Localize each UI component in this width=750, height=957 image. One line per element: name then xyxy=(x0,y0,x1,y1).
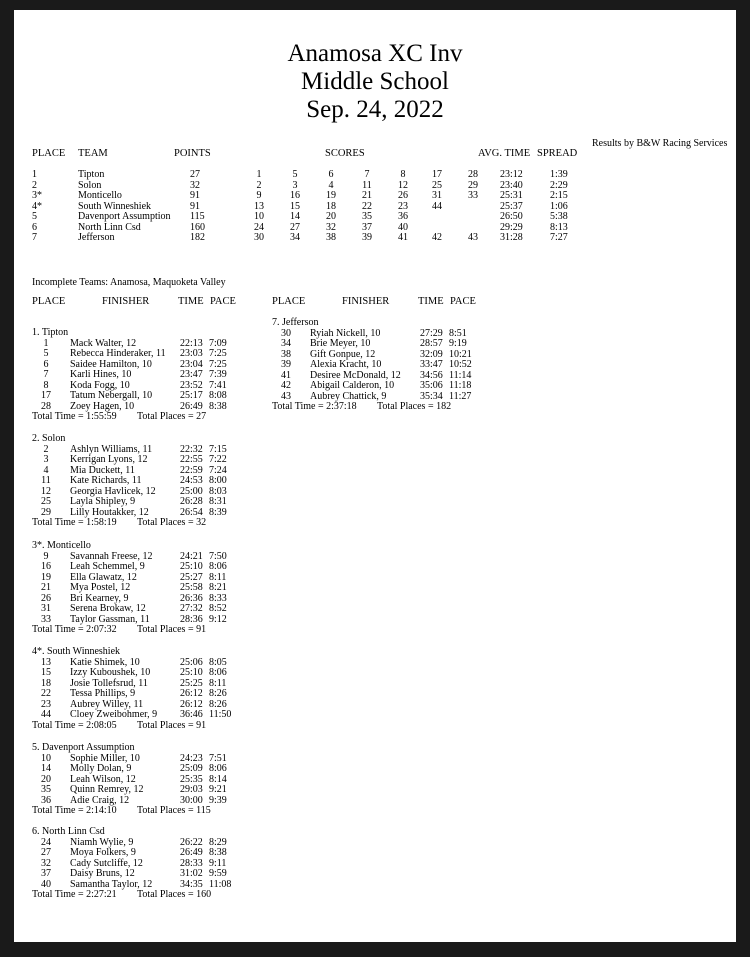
finisher-place: 30 xyxy=(281,327,291,339)
finisher-place: 41 xyxy=(281,369,291,381)
team-row-score: 40 xyxy=(398,221,408,233)
finisher-time: 25:10 xyxy=(180,561,203,572)
team-total-time: Total Time = 1:58:19 xyxy=(32,517,117,528)
finisher-time: 28:57 xyxy=(420,338,443,349)
team-row-avg-time: 26:50 xyxy=(500,211,523,222)
finisher-time: 23:03 xyxy=(180,348,203,359)
team-row-score: 26 xyxy=(398,190,408,201)
team-row-spread: 2:29 xyxy=(550,179,568,191)
finisher-name: Lilly Houtakker, 12 xyxy=(70,506,149,518)
finisher-time: 25:00 xyxy=(180,485,203,497)
team-block-title: 1. Tipton xyxy=(32,327,69,338)
team-row-name: Davenport Assumption xyxy=(78,211,171,222)
team-total-time: Total Time = 2:07:32 xyxy=(32,624,117,635)
finisher-place: 23 xyxy=(41,698,51,710)
finisher-name: Leah Wilson, 12 xyxy=(70,773,136,785)
finisher-pace: 8:08 xyxy=(209,390,227,401)
finisher-time: 31:02 xyxy=(180,868,203,879)
finisher-pace: 8:03 xyxy=(209,485,227,497)
finisher-pace: 7:50 xyxy=(209,550,227,562)
finisher-name: Izzy Kuboushek, 10 xyxy=(70,667,151,678)
finisher-place: 21 xyxy=(41,582,51,593)
team-row-spread: 5:38 xyxy=(550,211,568,222)
team-row-score: 23 xyxy=(398,200,408,212)
team-row-score: 16 xyxy=(290,190,300,201)
finisher-name: Niamh Wylie, 9 xyxy=(70,836,134,848)
finisher-time: 32:09 xyxy=(420,348,443,360)
finisher-header-time-right: TIME xyxy=(418,296,444,307)
finisher-place: 44 xyxy=(41,709,51,720)
finisher-pace: 7:22 xyxy=(209,454,227,465)
finisher-place: 42 xyxy=(281,380,291,391)
team-block-title: 3*. Monticello xyxy=(32,540,91,551)
team-row-avg-time: 25:37 xyxy=(500,200,523,212)
finisher-name: Ella Glawatz, 12 xyxy=(70,571,137,583)
team-block-title: 4*. South Winneshiek xyxy=(32,646,121,657)
finisher-time: 26:12 xyxy=(180,688,203,699)
finisher-place: 15 xyxy=(41,667,51,678)
team-row-score: 20 xyxy=(326,211,336,222)
team-row-score: 5 xyxy=(292,169,298,180)
finisher-pace: 7:24 xyxy=(209,464,227,476)
meet-date: Sep. 24, 2022 xyxy=(306,96,444,123)
finisher-pace: 8:00 xyxy=(209,475,227,486)
finisher-time: 22:59 xyxy=(180,464,203,476)
finisher-time: 25:27 xyxy=(180,571,203,583)
finisher-place: 11 xyxy=(41,475,51,486)
finisher-place: 25 xyxy=(41,496,51,507)
finisher-pace: 8:31 xyxy=(209,496,227,507)
team-row-score: 19 xyxy=(326,190,336,201)
finisher-pace: 8:29 xyxy=(209,836,227,848)
team-row-place: 7 xyxy=(32,232,37,243)
finisher-pace: 7:25 xyxy=(209,348,227,359)
finisher-pace: 8:39 xyxy=(209,506,227,518)
team-row-name: South Winneshiek xyxy=(78,200,152,212)
finisher-name: Tessa Phillips, 9 xyxy=(70,688,136,699)
finisher-name: Layla Shipley, 9 xyxy=(70,496,136,507)
team-row-avg-time: 23:12 xyxy=(500,169,523,180)
finisher-header-finisher-right: FINISHER xyxy=(342,296,390,307)
team-row-score: 24 xyxy=(254,221,264,233)
finisher-name: Koda Fogg, 10 xyxy=(70,379,130,391)
finisher-place: 18 xyxy=(41,677,51,689)
team-row-place: 5 xyxy=(32,211,37,222)
finisher-place: 28 xyxy=(41,400,51,412)
finisher-name: Ashlyn Williams, 11 xyxy=(70,443,153,455)
finisher-place: 35 xyxy=(41,784,51,795)
finisher-pace: 11:14 xyxy=(449,369,472,381)
finisher-name: Cady Sutcliffe, 12 xyxy=(70,857,143,869)
team-row-points: 91 xyxy=(190,190,200,201)
finisher-time: 22:13 xyxy=(180,337,203,349)
finisher-place: 3 xyxy=(43,454,49,465)
team-block-title: 2. Solon xyxy=(32,433,66,444)
finisher-name: Josie Tollefsrud, 11 xyxy=(70,677,148,689)
finisher-pace: 9:19 xyxy=(449,338,467,349)
team-row-score: 27 xyxy=(290,221,300,233)
team-row-points: 91 xyxy=(190,200,200,212)
team-row-points: 27 xyxy=(190,169,200,180)
finisher-header-pace-right: PACE xyxy=(450,296,476,307)
team-row-score: 11 xyxy=(362,179,372,191)
finisher-time: 28:33 xyxy=(180,857,203,869)
finisher-pace: 9:59 xyxy=(209,868,227,879)
finisher-time: 35:34 xyxy=(420,390,443,402)
finisher-time: 33:47 xyxy=(420,359,443,370)
finisher-time: 26:54 xyxy=(180,506,203,518)
finisher-time: 24:21 xyxy=(180,550,203,562)
team-total-places: Total Places = 91 xyxy=(137,719,207,731)
finisher-name: Desiree McDonald, 12 xyxy=(310,369,401,381)
team-row-score: 34 xyxy=(290,232,300,243)
finisher-place: 32 xyxy=(41,857,51,869)
col-header-spread: SPREAD xyxy=(537,148,578,159)
finisher-time: 26:49 xyxy=(180,400,203,412)
finisher-name: Alexia Kracht, 10 xyxy=(310,359,382,370)
finisher-place: 13 xyxy=(41,656,51,668)
finisher-place: 40 xyxy=(41,878,51,890)
team-row-score: 29 xyxy=(468,179,478,191)
team-row-score: 17 xyxy=(432,169,442,180)
finisher-place: 39 xyxy=(281,359,291,370)
team-row-score: 41 xyxy=(398,232,408,243)
finisher-name: Mya Postel, 12 xyxy=(70,582,131,593)
finisher-time: 26:49 xyxy=(180,847,203,858)
team-row-score: 37 xyxy=(362,221,372,233)
team-row-score: 22 xyxy=(362,200,372,212)
finisher-place: 9 xyxy=(43,550,49,562)
finisher-name: Savannah Freese, 12 xyxy=(70,550,153,562)
finisher-time: 25:06 xyxy=(180,656,203,668)
team-block-title: 5. Davenport Assumption xyxy=(32,742,135,753)
finisher-name: Bri Kearney, 9 xyxy=(70,592,129,604)
team-row-score: 43 xyxy=(468,232,478,243)
finisher-pace: 8:05 xyxy=(209,656,227,668)
team-row-score: 33 xyxy=(468,190,478,201)
team-total-time: Total Time = 2:27:21 xyxy=(32,889,117,900)
finisher-place: 14 xyxy=(41,763,51,774)
team-row-name: Solon xyxy=(78,179,102,191)
finisher-header-pace-left: PACE xyxy=(210,296,236,307)
finisher-pace: 8:52 xyxy=(209,603,227,614)
finisher-name: Mack Walter, 12 xyxy=(70,337,137,349)
finisher-time: 23:04 xyxy=(180,358,203,370)
finisher-time: 34:56 xyxy=(420,369,443,381)
incomplete-teams-note: Incomplete Teams: Anamosa, Maquoketa Valley xyxy=(32,277,226,288)
finisher-name: Tatum Nebergall, 10 xyxy=(70,390,153,401)
team-row-score: 13 xyxy=(254,200,264,212)
finisher-header-finisher-left: FINISHER xyxy=(102,296,150,307)
finisher-name: Samantha Taylor, 12 xyxy=(70,878,153,890)
finisher-pace: 7:15 xyxy=(209,443,227,455)
team-total-places: Total Places = 32 xyxy=(137,517,207,528)
finisher-pace: 11:50 xyxy=(209,709,232,720)
finisher-pace: 8:21 xyxy=(209,582,227,593)
finisher-place: 17 xyxy=(41,390,51,401)
finisher-place: 33 xyxy=(41,613,51,625)
finisher-place: 31 xyxy=(41,603,51,614)
team-row-place: 3* xyxy=(32,190,42,201)
team-block-title: 6. North Linn Csd xyxy=(32,826,105,837)
team-row-score: 4 xyxy=(328,179,334,191)
team-row-score: 6 xyxy=(328,169,334,180)
finisher-name: Cloey Zweibohmer, 9 xyxy=(70,709,158,720)
team-row-score: 36 xyxy=(398,211,408,222)
finisher-time: 23:47 xyxy=(180,369,203,380)
finisher-pace: 11:27 xyxy=(449,390,472,402)
finisher-place: 16 xyxy=(41,561,51,572)
team-row-name: Jefferson xyxy=(78,232,115,243)
team-row-score: 1 xyxy=(256,169,262,180)
team-total-time: Total Time = 2:08:05 xyxy=(32,719,117,731)
team-row-avg-time: 31:28 xyxy=(500,232,523,243)
col-header-avg-time: AVG. TIME xyxy=(478,148,531,159)
finisher-time: 25:09 xyxy=(180,763,203,774)
meet-title-line-2: Middle School xyxy=(301,68,449,95)
team-row-score: 10 xyxy=(254,211,264,222)
finisher-place: 36 xyxy=(41,794,51,806)
team-row-name: Monticello xyxy=(78,190,122,201)
team-row-avg-time: 29:29 xyxy=(500,221,523,233)
team-row-spread: 1:39 xyxy=(550,169,568,180)
finisher-header-place-left: PLACE xyxy=(32,296,66,307)
team-row-score: 9 xyxy=(256,190,262,201)
finisher-time: 25:17 xyxy=(180,390,203,401)
finisher-time: 36:46 xyxy=(180,709,203,720)
finisher-place: 12 xyxy=(41,485,51,497)
team-row-avg-time: 25:31 xyxy=(500,190,523,201)
finisher-pace: 7:25 xyxy=(209,358,227,370)
finisher-place: 5 xyxy=(43,348,49,359)
col-header-scores: SCORES xyxy=(325,148,365,159)
finisher-place: 34 xyxy=(281,338,291,349)
finisher-name: Brie Meyer, 10 xyxy=(310,338,371,349)
finisher-pace: 8:38 xyxy=(209,847,227,858)
finisher-time: 25:25 xyxy=(180,677,203,689)
team-row-score: 38 xyxy=(326,232,336,243)
results-credit: Results by B&W Racing Services xyxy=(592,138,728,149)
team-total-time: Total Time = 2:14:10 xyxy=(32,805,117,816)
finisher-time: 25:58 xyxy=(180,582,203,593)
finisher-name: Leah Schemmel, 9 xyxy=(70,561,145,572)
finisher-time: 26:12 xyxy=(180,698,203,710)
finisher-time: 26:28 xyxy=(180,496,203,507)
team-block-title: 7. Jefferson xyxy=(272,317,319,328)
finisher-time: 25:10 xyxy=(180,667,203,678)
team-row-spread: 1:06 xyxy=(550,200,568,212)
team-row-spread: 7:27 xyxy=(550,232,568,243)
finisher-name: Kate Richards, 11 xyxy=(70,475,142,486)
team-row-name: Tipton xyxy=(78,169,105,180)
finisher-name: Zoey Hagen, 10 xyxy=(70,400,135,412)
finisher-place: 26 xyxy=(41,592,51,604)
team-row-score: 8 xyxy=(400,169,406,180)
finisher-pace: 11:18 xyxy=(449,380,472,391)
finisher-name: Rebecca Hinderaker, 11 xyxy=(70,348,166,359)
finisher-time: 35:06 xyxy=(420,380,443,391)
team-total-time: Total Time = 1:55:59 xyxy=(32,411,117,422)
col-header-team: TEAM xyxy=(78,148,108,159)
team-row-score: 7 xyxy=(364,169,370,180)
finisher-time: 25:35 xyxy=(180,773,203,785)
team-row-score: 18 xyxy=(326,200,336,212)
finisher-place: 7 xyxy=(43,369,49,380)
finisher-pace: 8:33 xyxy=(209,592,227,604)
team-row-score: 30 xyxy=(254,232,264,243)
finisher-name: Katie Shimek, 10 xyxy=(70,656,140,668)
team-row-score: 39 xyxy=(362,232,372,243)
team-row-score: 32 xyxy=(326,221,336,233)
team-row-score: 2 xyxy=(256,179,262,191)
team-row-spread: 8:13 xyxy=(550,221,568,233)
finisher-time: 29:03 xyxy=(180,784,203,795)
team-total-places: Total Places = 182 xyxy=(377,401,452,412)
finisher-pace: 9:21 xyxy=(209,784,227,795)
finisher-place: 6 xyxy=(43,358,49,370)
finisher-time: 26:36 xyxy=(180,592,203,604)
finisher-name: Kerrigan Lyons, 12 xyxy=(70,454,148,465)
finisher-place: 1 xyxy=(43,337,49,349)
finisher-place: 8 xyxy=(43,379,49,391)
finisher-name: Molly Dolan, 9 xyxy=(70,763,132,774)
team-row-score: 15 xyxy=(290,200,300,212)
finisher-time: 28:36 xyxy=(180,613,203,625)
finisher-time: 26:22 xyxy=(180,836,203,848)
team-row-score: 12 xyxy=(398,179,408,191)
finisher-pace: 7:09 xyxy=(209,337,227,349)
finisher-time: 27:32 xyxy=(180,603,203,614)
finisher-time: 24:53 xyxy=(180,475,203,486)
finisher-name: Saidee Hamilton, 10 xyxy=(70,358,152,370)
finisher-pace: 8:51 xyxy=(449,327,467,339)
finisher-time: 34:35 xyxy=(180,878,203,890)
finisher-place: 20 xyxy=(41,773,51,785)
finisher-pace: 9:11 xyxy=(209,857,227,869)
finisher-name: Daisy Bruns, 12 xyxy=(70,868,135,879)
team-row-place: 4* xyxy=(32,200,42,212)
finisher-name: Moya Folkers, 9 xyxy=(70,847,136,858)
team-total-places: Total Places = 91 xyxy=(137,624,207,635)
finisher-pace: 10:52 xyxy=(449,359,472,370)
finisher-place: 10 xyxy=(41,752,51,764)
finisher-header-place-right: PLACE xyxy=(272,296,306,307)
finisher-name: Aubrey Willey, 11 xyxy=(70,698,144,710)
team-total-time: Total Time = 2:37:18 xyxy=(272,401,357,412)
finisher-place: 2 xyxy=(43,443,49,455)
finisher-place: 37 xyxy=(41,868,51,879)
finisher-name: Adie Craig, 12 xyxy=(70,794,130,806)
finisher-pace: 7:41 xyxy=(209,379,227,391)
finisher-time: 27:29 xyxy=(420,327,443,339)
team-row-score: 44 xyxy=(432,200,442,212)
finisher-name: Mia Duckett, 11 xyxy=(70,464,135,476)
finisher-pace: 8:14 xyxy=(209,773,227,785)
team-row-score: 31 xyxy=(432,190,442,201)
team-total-places: Total Places = 160 xyxy=(137,889,212,900)
finisher-place: 24 xyxy=(41,836,51,848)
finisher-pace: 8:11 xyxy=(209,677,227,689)
meet-title-line-1: Anamosa XC Inv xyxy=(287,40,463,67)
team-row-score: 3 xyxy=(292,179,298,191)
finisher-pace: 8:11 xyxy=(209,571,227,583)
finisher-pace: 9:39 xyxy=(209,794,227,806)
team-row-spread: 2:15 xyxy=(550,190,568,201)
finisher-name: Ryiah Nickell, 10 xyxy=(310,327,381,339)
finisher-pace: 8:06 xyxy=(209,763,227,774)
team-row-points: 182 xyxy=(190,232,205,243)
finisher-name: Sophie Miller, 10 xyxy=(70,752,140,764)
finisher-time: 30:00 xyxy=(180,794,203,806)
finisher-name: Aubrey Chattick, 9 xyxy=(310,390,387,402)
finisher-pace: 8:06 xyxy=(209,667,227,678)
team-row-name: North Linn Csd xyxy=(78,221,141,233)
finisher-header-time-left: TIME xyxy=(178,296,204,307)
finisher-place: 38 xyxy=(281,348,291,360)
team-total-places: Total Places = 115 xyxy=(137,805,211,816)
finisher-pace: 9:12 xyxy=(209,613,227,625)
team-row-place: 6 xyxy=(32,221,37,233)
team-row-score: 14 xyxy=(290,211,300,222)
finisher-name: Gift Gonpue, 12 xyxy=(310,348,376,360)
col-header-place: PLACE xyxy=(32,148,66,159)
team-row-score: 21 xyxy=(362,190,372,201)
finisher-place: 27 xyxy=(41,847,51,858)
finisher-pace: 7:51 xyxy=(209,752,227,764)
team-total-places: Total Places = 27 xyxy=(137,411,207,422)
finisher-place: 4 xyxy=(43,464,49,476)
finisher-time: 23:52 xyxy=(180,379,203,391)
finisher-pace: 8:38 xyxy=(209,400,227,412)
finisher-place: 22 xyxy=(41,688,51,699)
team-row-score: 35 xyxy=(362,211,372,222)
finisher-place: 29 xyxy=(41,506,51,518)
finisher-name: Georgia Havlicek, 12 xyxy=(70,485,156,497)
finisher-name: Taylor Gassman, 11 xyxy=(70,613,150,625)
team-row-score: 25 xyxy=(432,179,442,191)
team-row-points: 32 xyxy=(190,179,200,191)
finisher-time: 22:55 xyxy=(180,454,203,465)
team-row-points: 115 xyxy=(190,211,205,222)
finisher-pace: 8:06 xyxy=(209,561,227,572)
team-row-place: 1 xyxy=(32,169,37,180)
finisher-name: Karli Hines, 10 xyxy=(70,369,132,380)
finisher-pace: 11:08 xyxy=(209,878,232,890)
col-header-points: POINTS xyxy=(174,148,211,159)
team-row-score: 42 xyxy=(432,232,442,243)
team-row-score: 28 xyxy=(468,169,478,180)
finisher-time: 22:32 xyxy=(180,443,203,455)
team-row-avg-time: 23:40 xyxy=(500,179,523,191)
team-row-points: 160 xyxy=(190,221,205,233)
finisher-pace: 8:26 xyxy=(209,688,227,699)
finisher-pace: 8:26 xyxy=(209,698,227,710)
finisher-place: 19 xyxy=(41,571,51,583)
finisher-name: Quinn Remrey, 12 xyxy=(70,784,144,795)
finisher-place: 43 xyxy=(281,390,291,402)
finisher-time: 24:23 xyxy=(180,752,203,764)
finisher-pace: 10:21 xyxy=(449,348,472,360)
finisher-pace: 7:39 xyxy=(209,369,227,380)
finisher-name: Abigail Calderon, 10 xyxy=(310,380,395,391)
team-row-place: 2 xyxy=(32,179,37,191)
finisher-name: Serena Brokaw, 12 xyxy=(70,603,146,614)
